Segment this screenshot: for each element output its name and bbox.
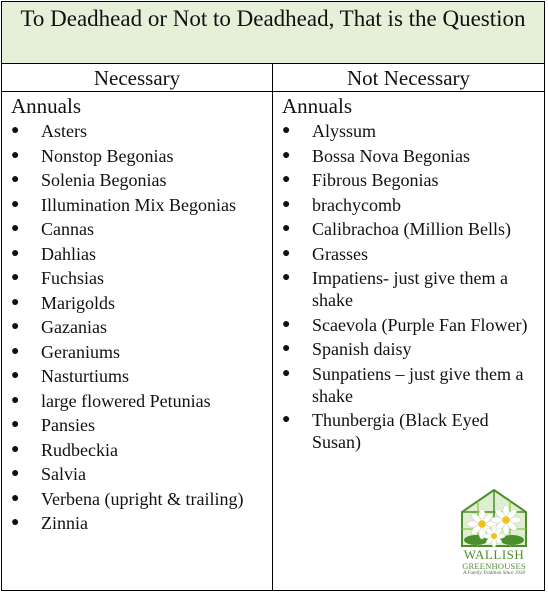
bullet-icon: ● [11,515,20,530]
list-item [2,267,272,289]
list-item-text: brachycomb [312,194,401,215]
logo-tagline: A Family Tradition Since 1918 [463,571,525,576]
list-item [273,145,544,167]
bullet-icon: ● [11,196,20,212]
list-item [2,292,272,314]
list-item-text: Illumination Mix Begonias [41,194,236,215]
list-item-text: Fuchsias [41,268,104,288]
list-item-text: Verbena (upright & trailing) [41,488,244,509]
list-item [273,363,544,407]
list-item-text: Asters [41,121,87,141]
list-item [2,169,272,191]
table-columns [2,64,544,590]
necessary-section-annuals: Annuals [11,94,81,118]
necessary-column [2,64,273,590]
bullet-icon: ● [11,221,20,236]
list-item [2,463,272,485]
list-item-text: Thunbergia (Black Eyed Susan) [312,410,489,452]
bullet-icon: ● [11,245,20,261]
list-item-text: large flowered Petunias [41,390,211,411]
bullet-icon: ● [11,392,20,408]
list-item [2,341,272,363]
list-item [2,390,272,412]
bullet-icon: ● [11,147,20,163]
list-item-text: Pansies [41,415,95,435]
logo-name-line2: GREENHOUSES [462,561,526,571]
bullet-icon: ● [11,294,20,310]
list-item-text: Nasturtiums [41,366,129,386]
bullet-icon: ● [11,123,20,138]
list-item [2,145,272,167]
list-item-text: Sunpatiens – just give them a shake [312,363,524,406]
not-necessary-header: Not Necessary [273,64,544,92]
necessary-header: Necessary [2,64,272,92]
list-item [2,512,272,534]
list-item-text: Solenia Begonias [41,170,167,190]
deadhead-table [1,1,545,591]
list-item [273,194,544,216]
bullet-icon: ● [11,417,20,432]
greenhouse-flower-icon [454,484,534,550]
bullet-icon: ● [282,172,291,187]
bullet-icon: ● [282,245,291,261]
bullet-icon: ● [11,270,20,285]
list-item [273,314,544,336]
list-item-text: Alyssum [312,121,377,141]
list-item-text: Rudbeckia [41,439,118,460]
bullet-icon: ● [11,319,20,334]
logo-wordmark [454,548,534,577]
list-item-text: Bossa Nova Begonias [312,145,470,166]
not-necessary-plant-list [273,120,544,453]
list-item-text: Spanish daisy [312,339,412,359]
list-item [2,439,272,461]
list-item-text: Impatiens- just give them a shake [312,268,508,310]
wallish-greenhouses-logo [454,484,534,576]
list-item-text: Cannas [41,219,94,239]
list-item-text: Salvia [41,464,86,484]
list-item-text: Gazanias [41,317,107,337]
list-item [273,169,544,191]
bullet-icon: ● [282,123,291,138]
bullet-icon: ● [282,221,291,236]
list-item-text: Geraniums [41,341,120,362]
bullet-icon: ● [282,316,291,332]
list-item [2,414,272,436]
list-item [273,243,544,265]
list-item [273,409,544,453]
bullet-icon: ● [11,172,20,187]
not-necessary-column [273,64,544,590]
list-item-text: Dahlias [41,243,96,264]
necessary-plant-list [2,120,272,534]
bullet-icon: ● [282,412,291,427]
bullet-icon: ● [11,490,20,506]
list-item-text: Scaevola (Purple Fan Flower) [312,314,528,335]
list-item [2,218,272,240]
logo-name-line1: WALLISH [463,547,525,562]
not-necessary-section-annuals: Annuals [282,94,352,118]
list-item-text: Fibrous Begonias [312,170,439,190]
bullet-icon: ● [282,147,291,163]
list-item-text: Grasses [312,243,368,264]
bullet-icon: ● [11,466,20,481]
list-item [273,338,544,360]
list-item-text: Marigolds [41,292,115,313]
list-item-text: Calibrachoa (Million Bells) [312,219,511,239]
bullet-icon: ● [282,341,291,356]
list-item [2,365,272,387]
list-item [2,243,272,265]
bullet-icon: ● [11,343,20,359]
list-item-text: Zinnia [41,513,88,533]
list-item-text: Nonstop Begonias [41,145,174,166]
list-item [2,488,272,510]
bullet-icon: ● [282,365,291,381]
list-item [273,120,544,142]
list-item [273,267,544,311]
list-item [2,316,272,338]
bullet-icon: ● [11,368,20,383]
bullet-icon: ● [282,196,291,212]
table-title: To Deadhead or Not to Deadhead, That is the Question [2,2,544,64]
list-item [273,218,544,240]
bullet-icon: ● [11,441,20,457]
list-item [2,120,272,142]
list-item [2,194,272,216]
bullet-icon: ● [282,270,291,285]
